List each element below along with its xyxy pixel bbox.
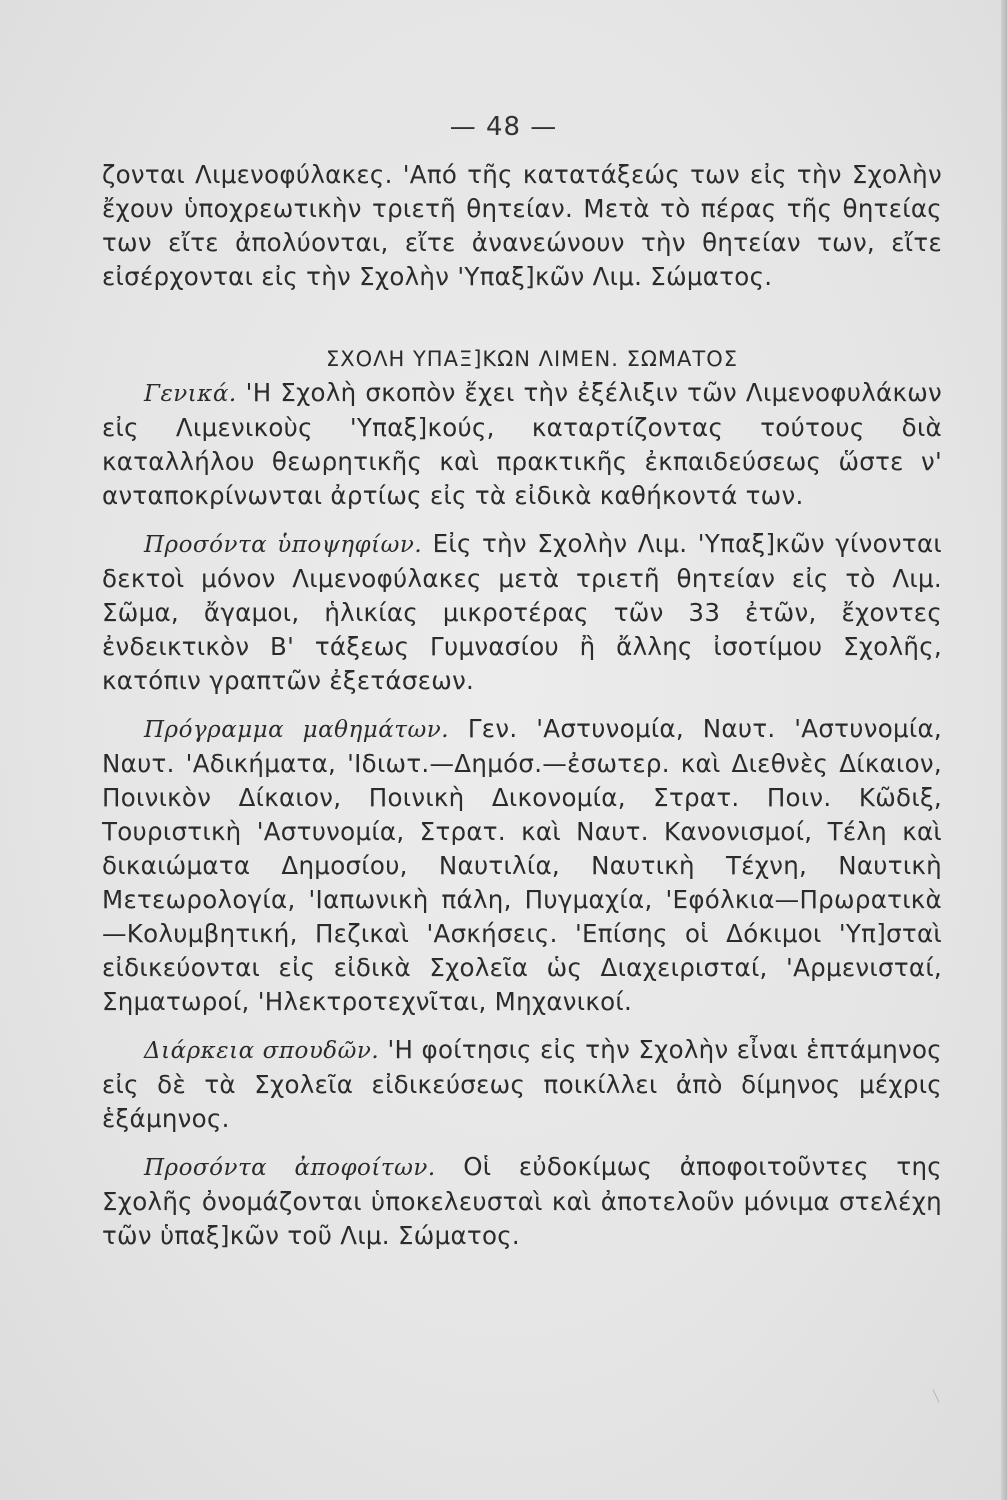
page-body <box>102 158 942 1267</box>
section-general <box>102 376 942 513</box>
section-graduate-qualifications <box>102 1150 942 1253</box>
section-graduate-qualifications-text: Οἱ εὐδοκίμως ἀποφοιτοῦντες της Σχολῆς ὀνομάζονται ὑποκελευσταὶ καὶ ἀποτελοῦν μόνιμα στελέχη τῶν ὑπαξ]κῶν τοῦ Λιμ. Σώματος. <box>102 1152 942 1250</box>
section-candidate-qualifications-title: Προσόντα ὑποψηφίων. <box>144 532 423 558</box>
page-number: — 48 — <box>449 112 558 142</box>
paper-mark <box>924 1389 940 1406</box>
section-general-title: Γενικά. <box>144 381 237 407</box>
section-curriculum-title: Πρόγραμμα μαθημάτων. <box>144 717 450 743</box>
page-edge <box>1001 0 1007 1500</box>
section-graduate-qualifications-title: Προσόντα ἀποφοίτων. <box>144 1155 436 1181</box>
section-study-duration-text: 'Η φοίτησις εἰς τὴν Σχολὴν εἶναι ἑπτάμηνος εἰς δὲ τὰ Σχολεῖα εἰδικεύσεως ποικίλλει ἀπὸ δίμηνος μέχρις ἑξάμηνος. <box>102 1035 942 1133</box>
section-heading: ΣΧΟΛΗ ΥΠΑΞ]ΚΩΝ ΛΙΜΕΝ. ΣΩΜΑΤΟΣ <box>325 347 739 371</box>
section-candidate-qualifications-text: Εἰς τὴν Σχολὴν Λιμ. 'Υπαξ]κῶν γίνονται δεκτοὶ μόνον Λιμενοφύλακες μετὰ τριετῆ θητείαν εἰς τὸ Λιμ. Σῶμα, ἄγαμοι, ἡλικίας μικροτέρας τῶν 33 ἐτῶν, ἔχοντες ἐνδεικτικὸν Β' τάξεως Γυμνασίου ἢ ἄλλης ἰσοτίμου Σχολῆς, κατόπιν γραπτῶν ἐξετάσεων. <box>102 529 942 695</box>
section-general-text: 'Η Σχολὴ σκοπὸν ἔχει τὴν ἐξέλιξιν τῶν Λιμενοφυλάκων εἰς Λιμενικοὺς 'Υπαξ]κούς, καταρτίζοντας τούτους διὰ καταλλήλου θεωρητικῆς καὶ πρακτικῆς ἐκπαιδεύσεως ὥστε ν' ανταποκρίνωνται ἀρτίως εἰς τὰ εἰδικὰ καθήκοντά των. <box>102 378 943 510</box>
section-curriculum <box>102 712 942 1019</box>
section-study-duration-title: Διάρκεια σπουδῶν. <box>144 1038 380 1064</box>
intro-paragraph: ζονται Λιμενοφύλακες. 'Από τῆς κατατάξεώς των εἰς τὴν Σχολὴν ἔχουν ὑποχρεωτικὴν τριετῆ θητείαν. Μετὰ τὸ πέρας τῆς θητείας των εἴτε ἀπολύονται, εἴτε ἀνανεώνουν τὴν θητείαν των, εἴτε εἰσέρχονται εἰς τὴν Σχολὴν 'Υπαξ]κῶν Λιμ. Σώματος. <box>102 160 942 291</box>
section-study-duration <box>102 1033 942 1136</box>
section-curriculum-text: Γεν. 'Αστυνομία, Ναυτ. 'Αστυνομία, Ναυτ. 'Αδικήματα, 'Ιδιωτ.—Δημόσ.—ἐσωτερ. καὶ Διεθνὲς Δίκαιον, Ποινικὸν Δίκαιον, Ποινικὴ Δικονομία, Στρατ. Ποιν. Κῶδιξ, Τουριστικὴ 'Αστυνομία, Στρατ. καὶ Ναυτ. Κανονισμοί, Τέλη καὶ δικαιώματα Δημοσίου, Ναυτιλία, Ναυτικὴ Τέχνη, Ναυτικὴ Μετεωρολογία, 'Ιαπωνικὴ πάλη, Πυγμαχία, 'Εφόλκια—Πρωρατικὰ—Κολυμβητική, Πεζικαὶ 'Ασκήσεις. 'Επίσης οἱ Δόκιμοι 'Υπ]σταὶ εἰδικεύονται εἰς εἰδικὰ Σχολεῖα ὡς Διαχειρισταί, 'Αρμενισταί, Σηματωροί, 'Ηλεκτροτεχνῖται, Μηχανικοί. <box>102 714 942 1016</box>
section-candidate-qualifications <box>102 527 942 698</box>
